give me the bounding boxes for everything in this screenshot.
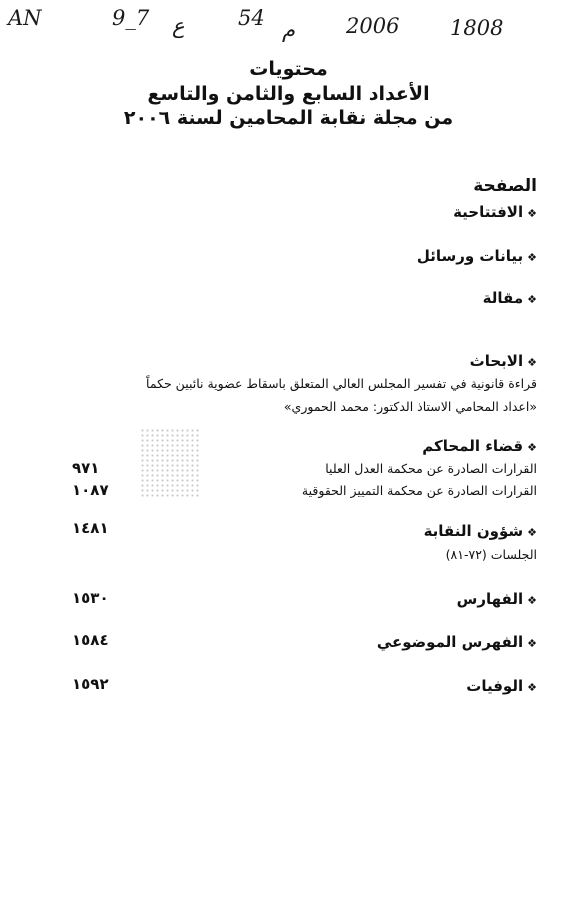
handwritten-note-6: 2006 <box>346 14 400 38</box>
page-number: ٩٧١ <box>72 459 100 477</box>
bullet-icon: ❖ <box>527 251 537 264</box>
toc-entry-research-title: قراءة قانونية في تفسير المجلس العالي المتعلق باسقاط عضوية نائبين حكماً <box>146 376 537 391</box>
page-column-header: الصفحة <box>473 176 537 196</box>
toc-section-label: شؤون النقابة <box>423 522 524 540</box>
toc-section-label: بيانات ورسائل <box>416 247 524 265</box>
faint-stamp <box>140 428 200 498</box>
toc-entry-cassation-court: القرارات الصادرة عن محكمة التمييز الحقوقية <box>301 483 537 498</box>
toc-section-obituaries <box>466 677 537 695</box>
bullet-icon: ❖ <box>527 441 537 454</box>
bullet-icon: ❖ <box>527 637 537 650</box>
toc-section-subject-index <box>377 633 537 651</box>
toc-section-article <box>483 289 537 307</box>
toc-section-label: الابحاث <box>469 352 524 370</box>
toc-section-label: مقالة <box>482 289 524 307</box>
handwritten-note-2: 9_7 <box>112 6 150 30</box>
handwritten-note-3: ع <box>172 14 185 38</box>
handwritten-note-5: م <box>282 18 296 42</box>
toc-section-opening <box>453 203 537 221</box>
page-number: ١٠٨٧ <box>72 481 109 499</box>
bullet-icon: ❖ <box>527 594 537 607</box>
bullet-icon: ❖ <box>527 681 537 694</box>
toc-section-indexes <box>457 590 537 608</box>
document-subtitle: الأعداد السابع والثامن والتاسع <box>147 83 430 105</box>
toc-section-label: الافتتاحية <box>453 203 524 221</box>
document-subtitle-2: من مجلة نقابة المحامين لسنة ٢٠٠٦ <box>123 107 454 129</box>
toc-section-label: الوفيات <box>466 677 524 695</box>
handwritten-note-4: 54 <box>238 6 265 30</box>
toc-section-statements <box>417 247 537 265</box>
handwritten-note-1: AN <box>8 6 42 30</box>
page-number: ١٥٣٠ <box>72 589 109 607</box>
toc-section-label: قضاء المحاكم <box>422 437 524 455</box>
toc-entry-research-author: «اعداد المحامي الاستاذ الدكتور: محمد الحموري» <box>283 399 537 414</box>
page-number: ١٥٩٢ <box>72 675 109 693</box>
page-number: ١٥٨٤ <box>72 631 109 649</box>
handwritten-note-7: 1808 <box>450 16 504 40</box>
toc-section-label: الفهرس الموضوعي <box>376 633 524 651</box>
toc-entry-high-court: القرارات الصادرة عن محكمة العدل العليا <box>325 461 537 476</box>
toc-entry-sessions: الجلسات (٧٢-٨١) <box>445 547 537 562</box>
toc-section-research <box>470 352 537 370</box>
toc-section-courts <box>422 437 537 455</box>
toc-section-label: الفهارس <box>456 590 524 608</box>
document-title: محتويات <box>249 58 328 80</box>
bullet-icon: ❖ <box>527 526 537 539</box>
page-number: ١٤٨١ <box>72 519 109 537</box>
toc-section-union-affairs <box>424 522 537 540</box>
bullet-icon: ❖ <box>527 293 537 306</box>
bullet-icon: ❖ <box>527 207 537 220</box>
bullet-icon: ❖ <box>527 356 537 369</box>
